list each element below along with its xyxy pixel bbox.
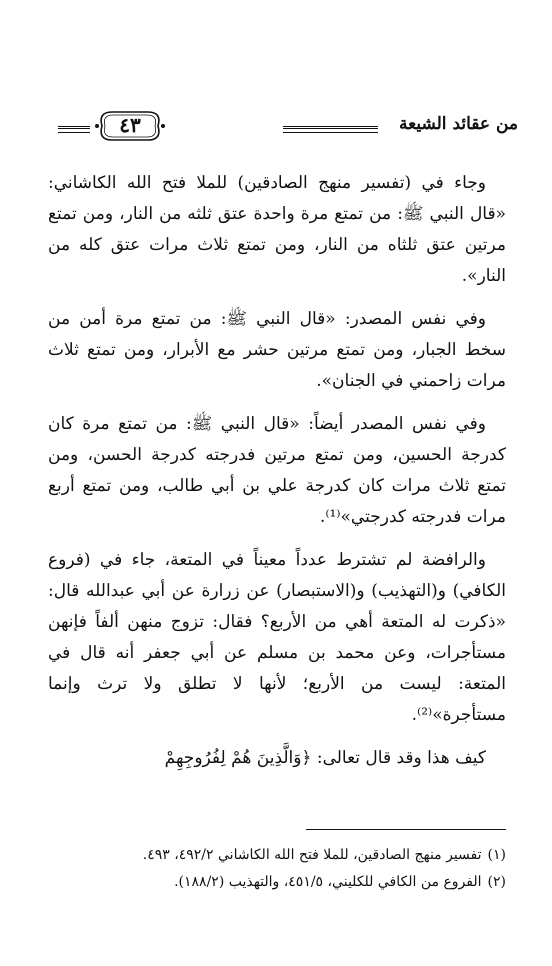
paragraph: والرافضة لم تشترط عدداً معيناً في المتعة، جاء في (فروع الكافي) و(التهذيب) و(الاستبصار) عن زرارة عن أبي عبدالله قال: «ذكرت له المتعة أهي من الأربع؟ فقال: تزوج منهن ألفاً فإنهن مستأجرات، وعن محمد بن مسلم عن أبي جعفر أنه قال في المتعة: ليست من الأربع؛ لأنها لا تطلق ولا ترث وإنما مستأجرة»⁽²⁾. xyxy=(48,550,506,725)
header-rule-right xyxy=(283,126,378,129)
paragraph: وفي نفس المصدر أيضاً: «قال النبي ﷺ: من تمتع مرة كان كدرجة الحسين، ومن تمتع مرتين فدرجته كدرجة الحسن، ومن تمتع ثلاث مرات كان كدرجة علي بن أبي طالب، ومن تمتع أربع مرات فدرجته كدرجتي»⁽¹⁾. xyxy=(48,414,506,527)
running-title: من عقائد الشيعة xyxy=(399,114,518,134)
header-rule-left xyxy=(58,126,90,129)
footnote-text: تفسير منهج الصادقين، للملا فتح الله الكاشاني ٤٩٢/٢، ٤٩٣. xyxy=(142,847,482,863)
footnote-separator xyxy=(306,829,506,830)
paragraph: وفي نفس المصدر: «قال النبي ﷺ: من تمتع مرة أمن من سخط الجبار، ومن تمتع مرتين حشر مع الأبرار، ومن تمتع ثلاث مرات زاحمني في الجنان». xyxy=(48,309,506,391)
main-text xyxy=(48,168,506,786)
footnote-number: (١) xyxy=(487,847,506,863)
paragraph-quran-quote: كيف هذا وقد قال تعالى: ﴿وَالَّذِينَ هُمْ لِفُرُوجِهِمْ xyxy=(164,748,486,768)
page-number: ٤٣ xyxy=(119,113,141,137)
footnotes xyxy=(46,842,506,896)
footnote xyxy=(46,842,506,869)
page-number-cartouche xyxy=(94,108,166,144)
page-header xyxy=(58,108,518,148)
footnote-number: (٢) xyxy=(487,874,506,890)
header-rule-left-thin xyxy=(58,132,90,133)
paragraph: وجاء في (تفسير منهج الصادقين) للملا فتح الله الكاشاني: «قال النبي ﷺ: من تمتع مرة واحدة عتق ثلثه من النار، ومن تمتع مرتين عتق ثلثاه من النار، ومن تمتع ثلاث مرات عتق كله من النار». xyxy=(48,173,506,286)
footnote-text: الفروع من الكافي للكليني، ٤٥١/٥، والتهذيب (١٨٨/٢). xyxy=(174,874,482,890)
footnote xyxy=(46,869,506,896)
header-rule-right-thin xyxy=(283,132,378,133)
